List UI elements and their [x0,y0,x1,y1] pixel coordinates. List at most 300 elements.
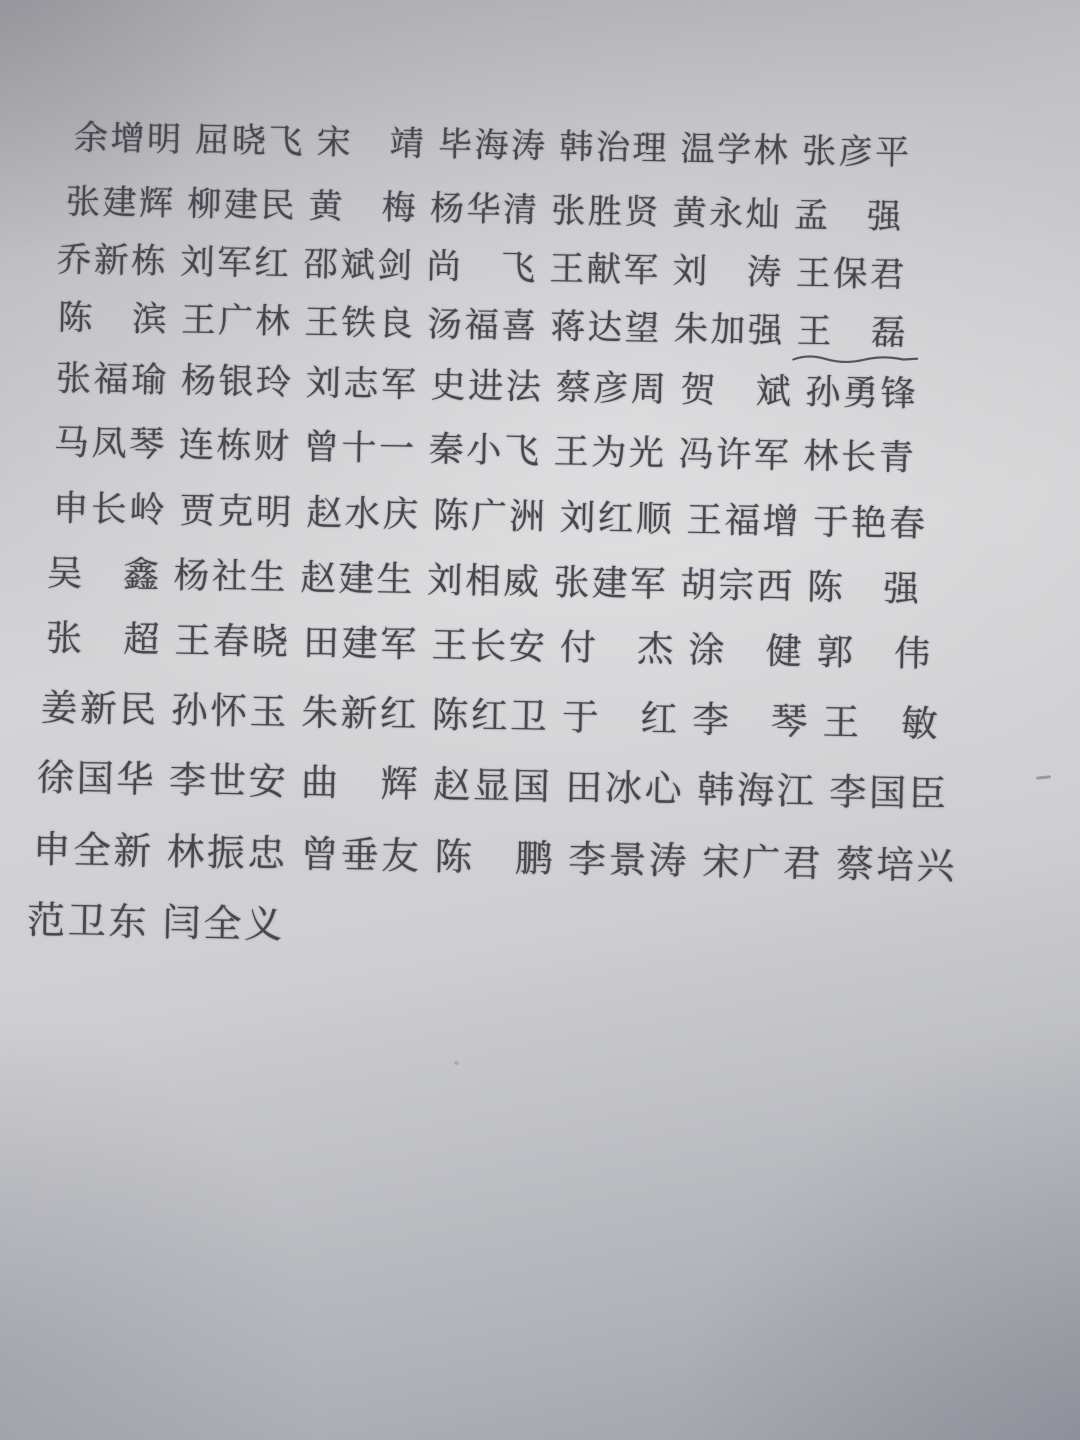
person-name [673,309,782,352]
name-character: 李 [828,770,867,815]
name-character: 飞 [500,248,536,289]
person-name [66,182,174,224]
name-character: 刘 [559,497,596,539]
name-character: 威 [502,561,540,604]
person-name [430,189,538,231]
name-character: 陈 [57,298,93,339]
name-character: 王 [549,249,585,290]
name-character: 进 [467,366,504,408]
name-character: 磊 [870,312,906,354]
name-character: 史 [430,365,467,407]
name-character: 陈 [432,494,469,537]
name-character: 赵 [306,492,343,535]
person-name [836,842,955,888]
person-name [303,428,414,471]
person-name [53,488,166,532]
person-name [54,423,165,466]
name-character: 兴 [916,843,955,888]
person-name [179,425,290,468]
person-name [686,500,799,544]
person-name [428,430,539,473]
name-character: 国 [868,771,907,815]
name-character: 红 [470,693,508,738]
name-character: 永 [708,193,744,235]
person-name [301,691,417,736]
person-name [829,771,946,817]
person-name [559,497,672,541]
name-character: 黄 [672,193,708,234]
name-character: 涛 [746,252,782,294]
name-character: 张 [550,190,586,232]
name-character: 玲 [255,362,292,404]
name-character: 喜 [501,306,537,347]
name-character: 汤 [427,304,463,346]
name-character: 超 [122,619,160,662]
name-row [27,898,283,947]
name-character: 付 [559,627,597,670]
name-character: 鹏 [514,835,554,881]
name-character: 振 [206,830,246,875]
person-name [794,195,902,237]
handwritten-wavy-underline [790,351,919,367]
name-row [58,298,906,354]
name-character: 春 [889,503,926,545]
person-name [560,627,674,672]
person-name [41,686,157,731]
person-name [33,827,152,873]
name-character: 玉 [249,689,287,734]
name-character: 闫 [162,900,202,946]
name-character: 蒋 [550,307,586,348]
name-character: 冯 [678,434,714,476]
person-name [434,834,553,880]
person-name [553,562,666,606]
name-character: 王 [795,253,831,295]
name-character: 强 [747,310,783,352]
name-character: 曾 [300,831,339,877]
name-character: 军 [380,364,417,406]
name-character: 申 [32,827,71,872]
name-character: 尚 [426,246,462,288]
name-character: 友 [380,833,420,879]
name-character: 清 [502,190,538,231]
name-character: 靖 [389,123,425,165]
person-name [306,493,419,537]
person-name [427,305,536,348]
name-character: 宗 [718,565,755,607]
name-character: 王 [822,700,860,744]
name-character: 余 [73,118,109,159]
name-character: 心 [644,767,683,811]
name-character: 杨 [180,361,217,402]
name-row [37,756,947,816]
name-character: 胡 [680,564,717,607]
name-character: 张 [65,182,101,223]
person-name [74,118,182,160]
name-character: 军 [623,250,659,292]
name-character: 瑜 [130,360,167,402]
name-character: 晓 [231,120,267,162]
name-character: 长 [469,625,507,668]
person-name [171,688,287,733]
name-character: 生 [376,559,413,601]
name-character: 张 [55,359,92,400]
person-name [553,432,664,475]
name-character: 于 [812,501,850,544]
name-character: 卫 [509,694,548,739]
name-character: 涛 [648,838,687,883]
name-character: 安 [508,626,546,669]
name-character: 世 [208,759,247,803]
name-character: 孙 [170,688,209,733]
name-character: 明 [146,119,182,160]
person-name [697,768,814,814]
name-row [66,182,902,237]
name-character: 相 [464,560,502,603]
name-character: 生 [249,556,286,599]
name-character: 刘 [305,363,342,405]
name-character: 刘 [672,251,708,292]
name-character: 王 [796,311,832,353]
name-character: 军 [216,242,253,284]
name-character: 铁 [340,303,377,344]
name-character: 建 [591,562,628,605]
person-name [438,125,546,167]
name-character: 冰 [604,766,643,811]
name-character: 为 [590,432,627,474]
name-character: 于 [561,695,599,740]
name-character: 田 [564,765,603,810]
name-character: 王 [303,302,340,344]
person-name [433,763,550,809]
name-character: 华 [466,189,501,230]
person-name [47,553,160,597]
name-character: 达 [587,307,623,349]
name-character: 克 [217,491,254,533]
name-character: 秦 [428,429,465,471]
name-character: 宋 [701,839,741,884]
name-character: 贾 [179,490,216,532]
name-character: 邵 [302,244,339,286]
name-row [33,827,955,888]
name-character: 红 [640,696,678,741]
name-character: 梅 [381,187,417,229]
person-name [796,312,905,355]
name-character: 连 [178,425,215,466]
person-name [816,632,930,677]
person-name [672,251,781,294]
name-character: 王 [180,300,217,341]
person-name [430,366,541,409]
name-character: 张 [553,562,590,604]
name-character: 新 [93,240,129,282]
person-name [181,361,292,404]
person-name [58,298,167,341]
name-character: 平 [874,132,910,174]
name-character: 杨 [173,555,210,597]
name-character: 彦 [838,132,873,173]
name-row [47,553,920,611]
person-name [180,242,289,285]
person-name [431,625,545,670]
name-character: 十 [341,428,377,469]
name-character: 小 [465,430,502,472]
name-character: 飞 [503,431,540,472]
name-character: 涛 [510,126,546,167]
name-character: 长 [90,488,128,531]
person-name [426,247,535,290]
name-character: 杨 [429,188,465,230]
person-name [559,127,667,169]
name-character: 银 [218,361,254,403]
name-character: 水 [344,493,381,535]
name-character: 青 [878,438,915,479]
name-character: 凤 [91,423,127,465]
name-character: 韩 [558,126,594,168]
name-character: 怀 [210,689,248,733]
name-character: 光 [628,433,665,475]
name-character: 福 [93,359,129,401]
name-character: 勇 [842,373,879,415]
name-character: 斌 [755,371,792,413]
person-name [27,898,147,945]
name-character: 滨 [131,299,168,340]
name-character: 培 [876,842,915,888]
name-character: 刘 [426,559,463,602]
name-character: 红 [253,243,290,285]
person-name [805,373,916,416]
name-row [56,359,916,416]
name-character: 林 [753,130,789,172]
name-character: 吴 [46,553,83,595]
person-name [568,837,687,883]
name-character: 孟 [793,195,829,236]
name-character: 刘 [179,242,216,283]
name-character: 朱 [673,309,709,350]
name-character: 王 [174,620,211,663]
person-name [431,693,547,738]
name-character: 洲 [508,496,546,539]
name-character: 明 [255,491,292,534]
name-character: 蔡 [835,841,875,887]
name-character: 良 [378,303,414,345]
person-name [37,756,154,802]
name-character: 栋 [216,425,252,467]
name-character: 社 [211,556,248,598]
name-row [53,488,926,546]
person-name [702,839,821,885]
person-name [550,307,659,350]
name-character: 红 [597,497,634,540]
name-character: 春 [212,621,250,663]
name-character: 军 [753,435,790,477]
name-character: 许 [715,435,752,476]
person-name [303,245,412,288]
name-character: 安 [248,759,286,804]
name-character: 范 [26,898,66,943]
name-character: 健 [765,631,803,673]
name-character: 蔡 [555,368,592,409]
name-character: 斌 [339,245,376,286]
name-character: 一 [378,428,415,470]
name-character: 臣 [908,771,947,816]
name-character: 李 [568,836,607,882]
name-character: 辉 [380,762,419,806]
person-name [187,184,295,226]
person-name [179,490,292,534]
name-character: 广 [470,495,508,538]
name-character: 财 [253,426,290,468]
name-character: 君 [869,254,905,296]
name-character: 晓 [251,621,289,664]
name-character: 马 [53,423,90,464]
name-character: 长 [840,437,877,479]
person-name [316,122,424,164]
name-character: 栋 [130,241,167,282]
person-name [427,560,540,604]
name-character: 强 [866,196,902,238]
person-name [181,300,290,343]
name-character: 赵 [300,557,337,600]
name-character: 君 [782,840,821,886]
name-character: 王 [553,432,590,473]
name-character: 建 [341,623,379,666]
name-character: 保 [832,254,868,295]
name-character: 海 [736,768,775,813]
person-name [803,437,914,480]
name-character: 孙 [805,372,841,414]
person-name [300,558,413,602]
name-character: 新 [113,828,152,874]
name-character: 军 [629,563,666,606]
person-name [174,620,288,665]
name-character: 林 [803,436,839,478]
name-character: 加 [710,309,746,351]
name-character: 民 [119,687,157,732]
name-character: 灿 [745,194,781,236]
name-row [41,686,938,745]
person-name [303,623,417,668]
person-name [562,696,678,741]
name-character: 朱 [301,690,339,735]
name-row [74,118,910,173]
person-name [680,129,788,171]
name-character: 姜 [40,686,78,730]
person-name [162,900,282,947]
person-name [549,249,658,292]
name-character: 林 [254,301,291,343]
name-character: 乔 [56,240,92,281]
name-character: 陈 [806,566,844,609]
name-character: 辉 [138,183,174,224]
name-character: 涂 [688,629,725,672]
name-character: 李 [691,697,730,742]
person-name [305,364,416,407]
name-character: 曲 [300,760,339,805]
name-character: 黄 [308,186,344,228]
name-character: 学 [716,129,752,171]
person-name [300,832,419,878]
name-row [54,423,914,480]
person-name [56,359,167,402]
name-character: 周 [630,369,667,411]
name-character: 海 [474,125,509,166]
name-character: 卫 [67,898,107,944]
name-character: 张 [45,618,83,660]
name-character: 义 [243,901,283,947]
name-character: 王 [686,499,723,542]
name-character: 彦 [592,368,629,410]
name-character: 显 [472,763,511,808]
person-name [680,370,791,413]
name-character: 国 [512,764,551,809]
person-name [565,766,682,812]
name-row [46,618,931,677]
name-character: 福 [724,500,761,542]
name-character: 忠 [247,830,286,876]
name-character: 温 [680,129,716,170]
name-character: 柳 [186,184,222,225]
name-character: 陈 [434,834,473,880]
person-name [169,758,286,804]
name-character: 胜 [587,191,623,233]
name-character: 建 [102,182,137,224]
name-character: 锋 [880,374,917,415]
name-character: 治 [595,127,631,169]
name-character: 徐 [36,756,75,800]
paper-speck [454,1061,459,1065]
name-character: 福 [464,305,500,347]
name-character: 宋 [316,122,352,164]
name-character: 广 [742,840,781,885]
person-name [433,495,546,539]
name-character: 庆 [382,494,419,536]
person-name [692,698,808,743]
name-character: 增 [762,501,799,543]
person-name [678,434,789,477]
name-character: 贤 [624,192,659,233]
name-character: 琴 [770,699,808,744]
name-character: 剑 [377,245,413,287]
name-character: 敏 [900,701,938,746]
person-name [46,618,160,663]
name-character: 顺 [635,498,672,541]
name-character: 法 [505,367,542,408]
person-name [813,502,926,546]
name-character: 全 [203,901,242,946]
name-character: 韩 [696,768,735,812]
name-character: 志 [343,364,379,405]
name-character: 曾 [303,427,340,469]
name-character: 赵 [432,763,471,807]
name-character: 屈 [194,120,230,161]
person-name [173,555,286,599]
name-character: 飞 [268,121,303,163]
name-character: 广 [217,300,254,342]
name-character: 张 [801,131,837,172]
name-character: 献 [586,249,622,291]
name-character: 李 [168,758,207,803]
name-character: 江 [776,769,815,814]
name-character: 杰 [636,628,674,671]
person-name [301,761,418,807]
name-character: 新 [340,691,378,736]
person-name [166,829,285,875]
name-character: 申 [52,488,89,530]
name-character: 景 [608,837,647,883]
name-character: 琴 [128,424,165,466]
name-character: 红 [379,692,417,736]
